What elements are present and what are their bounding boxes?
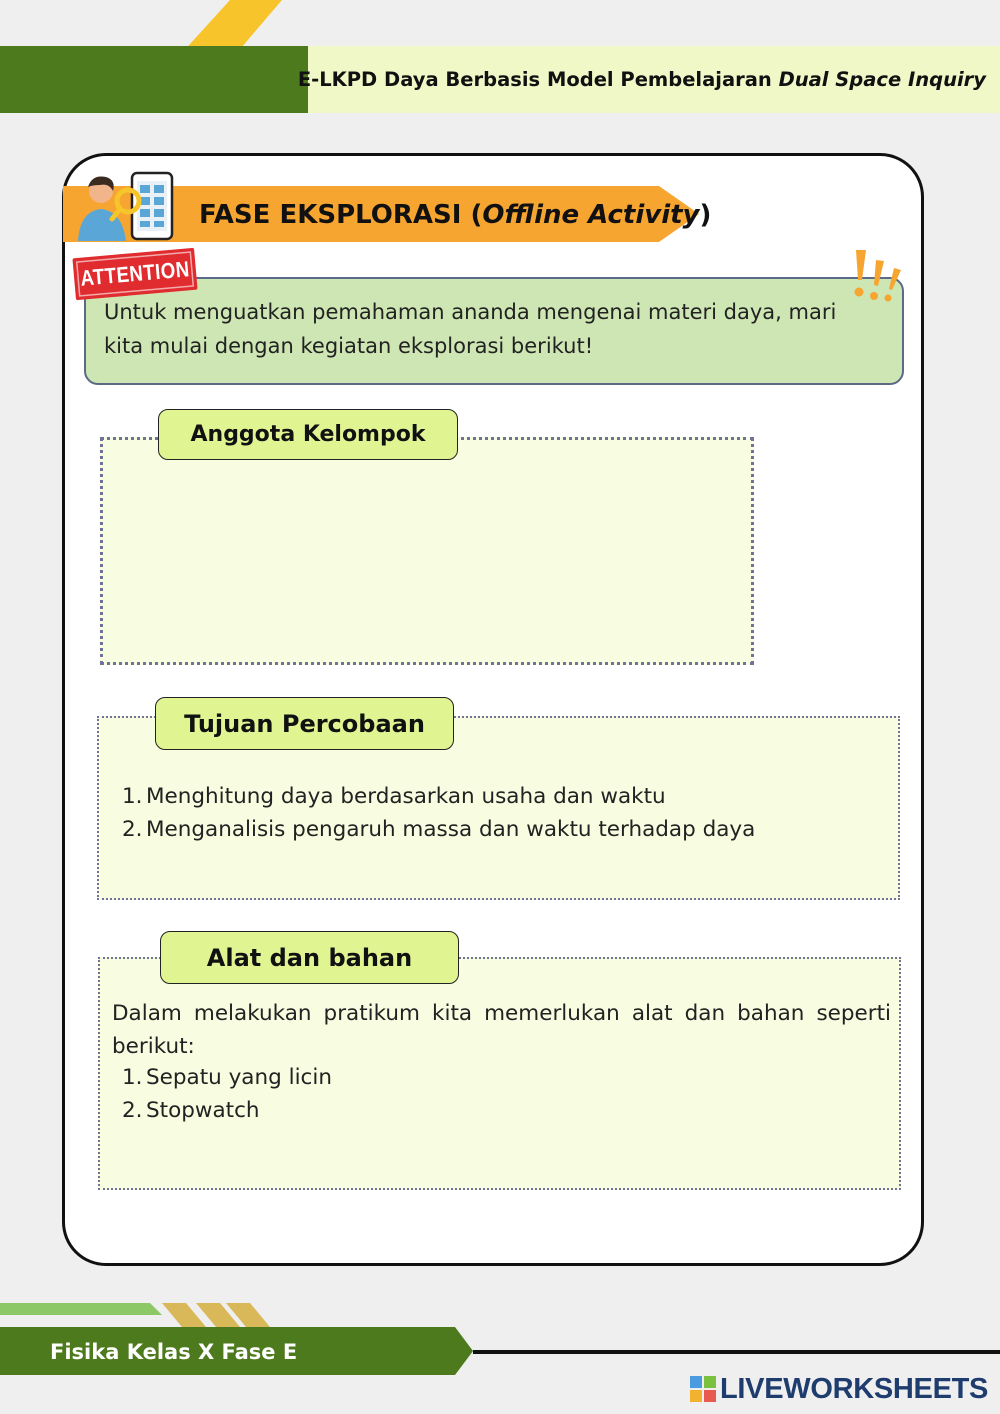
list-item xyxy=(122,813,755,846)
list-text: Menghitung daya berdasarkan usaha dan waktu xyxy=(146,784,666,809)
list-item xyxy=(122,1094,332,1127)
list-number: 1. xyxy=(122,1065,143,1090)
alat-list xyxy=(122,1061,332,1127)
liveworksheets-logo xyxy=(690,1374,988,1404)
header-band xyxy=(297,46,1000,113)
footer-label: Fisika Kelas X Fase E xyxy=(50,1340,298,1364)
list-item xyxy=(122,780,755,813)
phase-title: FASE EKSPLORASI (Offline Activity) xyxy=(199,200,712,230)
list-number: 2. xyxy=(122,1098,143,1123)
list-item xyxy=(122,1061,332,1094)
tujuan-list xyxy=(122,780,755,846)
list-text: Menganalisis pengaruh massa dan waktu terhadap daya xyxy=(146,817,756,842)
attention-badge-label: ATTENTION xyxy=(79,256,191,291)
student-phone-illustration-icon xyxy=(74,171,180,243)
tujuan-percobaan-label: Tujuan Percobaan xyxy=(155,697,454,750)
alat-bahan-label: Alat dan bahan xyxy=(160,931,459,984)
attention-text: Untuk menguatkan pemahaman ananda mengenai materi daya, mari kita mulai dengan kegiatan eksplorasi berikut! xyxy=(104,300,837,358)
anggota-kelompok-label: Anggota Kelompok xyxy=(158,409,458,460)
liveworksheets-logo-text: LIVEWORKSHEETS xyxy=(720,1373,989,1405)
anggota-kelompok-input-area[interactable] xyxy=(100,437,754,665)
alat-bahan-intro: Dalam melakukan pratikum kita memerlukan alat dan bahan seperti berikut: xyxy=(112,1001,891,1059)
list-number: 1. xyxy=(122,784,143,809)
liveworksheets-logo-icon xyxy=(690,1376,716,1402)
exclamation-marks-icon xyxy=(846,246,906,304)
list-text: Sepatu yang licin xyxy=(146,1065,332,1090)
header-accent-stripe xyxy=(0,0,320,113)
list-text: Stopwatch xyxy=(146,1098,260,1123)
list-number: 2. xyxy=(122,817,143,842)
document-title: E-LKPD Daya Berbasis Model Pembelajaran Dual Space Inquiry xyxy=(297,68,986,91)
